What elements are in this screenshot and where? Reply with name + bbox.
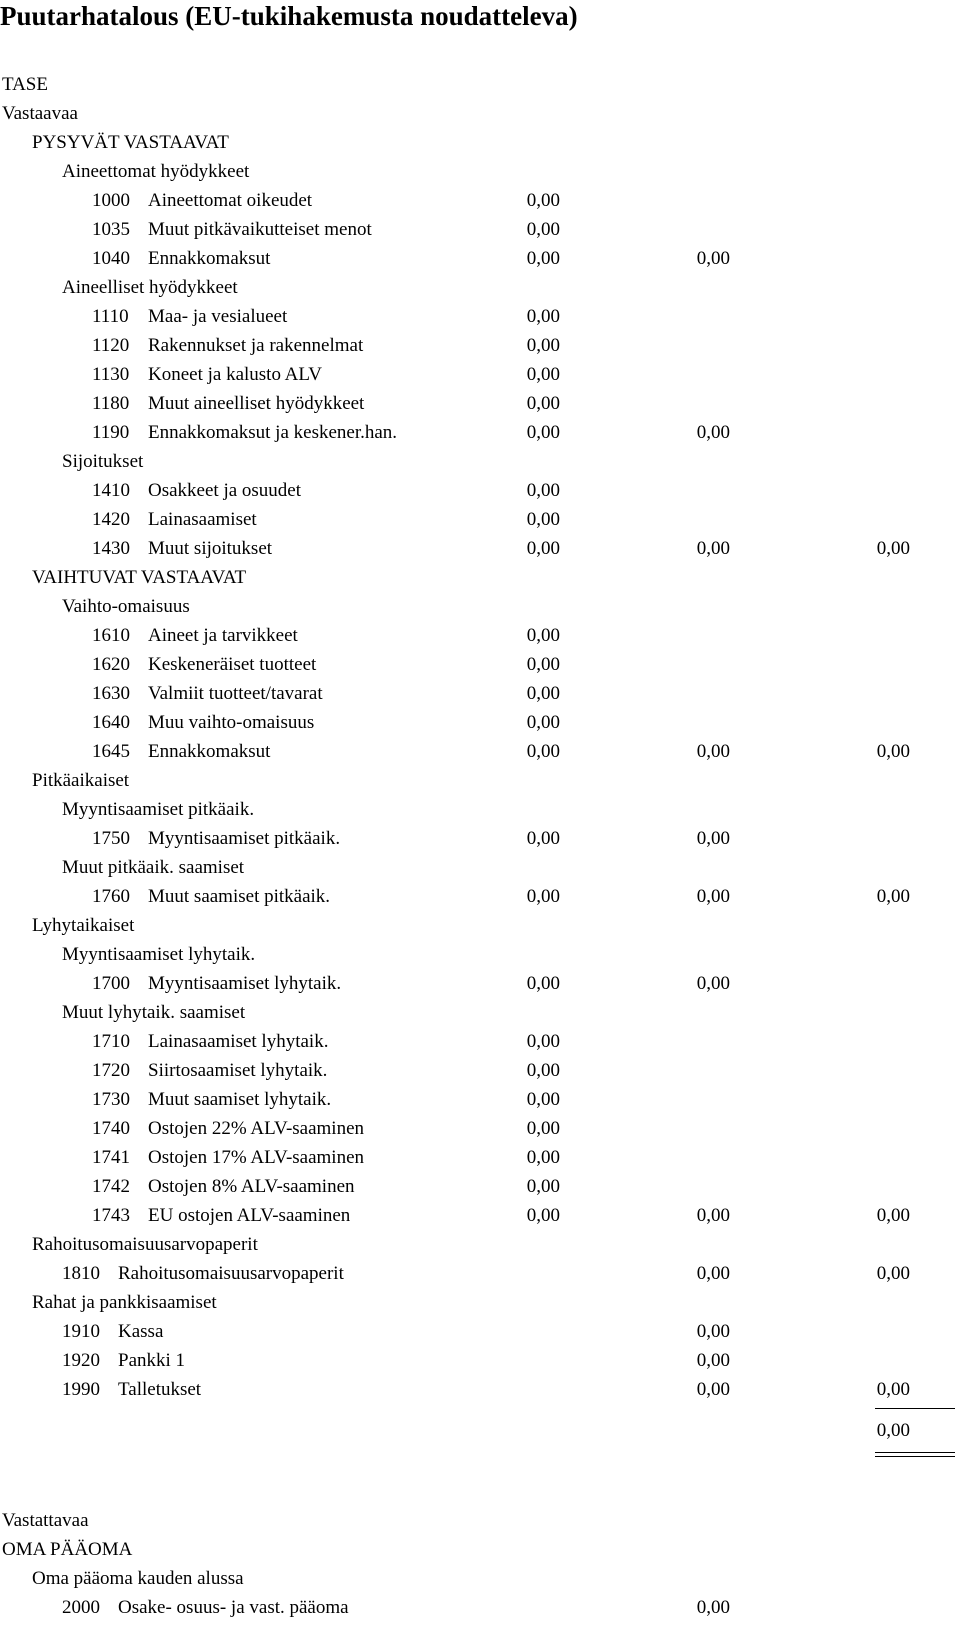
account-code: 1810 xyxy=(62,1263,100,1284)
section-heading-row xyxy=(0,1535,960,1564)
account-code: 1645 xyxy=(92,741,130,762)
total-rule-double-1 xyxy=(875,1452,955,1453)
amount-col-1: 0,00 xyxy=(526,1118,560,1139)
account-name: Ostojen 22% ALV-saaminen xyxy=(148,1118,365,1139)
account-code: 1630 xyxy=(92,683,130,704)
section-heading-row xyxy=(0,128,960,157)
account-name: Ennakkomaksut ja keskener.han. xyxy=(148,422,398,443)
account-name: Ennakkomaksut xyxy=(148,741,271,762)
amount-col-1: 0,00 xyxy=(526,480,560,501)
section-heading-row xyxy=(0,940,960,969)
account-row xyxy=(0,418,960,447)
account-name: Muut saamiset lyhytaik. xyxy=(148,1089,332,1110)
account-code: 1410 xyxy=(92,480,130,501)
account-row xyxy=(0,737,960,766)
account-code: 1920 xyxy=(62,1350,100,1371)
amount-col-1: 0,00 xyxy=(526,1147,560,1168)
account-row xyxy=(0,389,960,418)
section-heading-row xyxy=(0,157,960,186)
amount-col-1: 0,00 xyxy=(526,393,560,414)
section-heading-row xyxy=(0,853,960,882)
account-code: 1000 xyxy=(92,190,130,211)
account-code: 1910 xyxy=(62,1321,100,1342)
amount-col-3: 0,00 xyxy=(876,1263,910,1284)
account-name: Osakkeet ja osuudet xyxy=(148,480,302,501)
account-code: 1190 xyxy=(92,422,130,443)
section-heading: Aineelliset hyödykkeet xyxy=(62,277,238,298)
account-name: Keskeneräiset tuotteet xyxy=(148,654,317,675)
amount-col-2: 0,00 xyxy=(696,1350,730,1371)
account-name: Muut aineelliset hyödykkeet xyxy=(148,393,365,414)
account-name: EU ostojen ALV-saaminen xyxy=(148,1205,351,1226)
account-code: 1742 xyxy=(92,1176,130,1197)
account-name: Lainasaamiset lyhytaik. xyxy=(148,1031,329,1052)
section-heading-row xyxy=(0,1564,960,1593)
section-heading: Lyhytaikaiset xyxy=(32,915,135,936)
account-row xyxy=(0,882,960,911)
account-row xyxy=(0,1027,960,1056)
section-heading-row xyxy=(0,1230,960,1259)
account-code: 1430 xyxy=(92,538,130,559)
account-name: Muut pitkävaikutteiset menot xyxy=(148,219,372,240)
account-code: 1180 xyxy=(92,393,130,414)
amount-col-1: 0,00 xyxy=(526,886,560,907)
account-row xyxy=(0,621,960,650)
section-heading: Muut pitkäaik. saamiset xyxy=(62,857,245,878)
account-code: 1710 xyxy=(92,1031,130,1052)
amount-col-3: 0,00 xyxy=(876,886,910,907)
amount-col-1: 0,00 xyxy=(526,248,560,269)
section-heading: OMA PÄÄOMA xyxy=(2,1539,133,1560)
account-code: 1035 xyxy=(92,219,130,240)
account-row xyxy=(0,1346,960,1375)
account-code: 1730 xyxy=(92,1089,130,1110)
amount-col-2: 0,00 xyxy=(696,1321,730,1342)
amount-col-1: 0,00 xyxy=(526,712,560,733)
account-code: 1110 xyxy=(92,306,129,327)
account-code: 1130 xyxy=(92,364,130,385)
amount-col-3: 0,00 xyxy=(876,1379,910,1400)
amount-col-2: 0,00 xyxy=(696,248,730,269)
account-row xyxy=(0,969,960,998)
section-heading: TASE xyxy=(2,74,48,95)
account-name: Rahoitusomaisuusarvopaperit xyxy=(118,1263,344,1284)
section-heading-row xyxy=(0,70,960,99)
account-name: Myyntisaamiset lyhytaik. xyxy=(148,973,342,994)
account-name: Osake- osuus- ja vast. pääoma xyxy=(118,1597,349,1618)
section-heading: Sijoitukset xyxy=(62,451,144,472)
amount-col-1: 0,00 xyxy=(526,190,560,211)
account-code: 1740 xyxy=(92,1118,130,1139)
amount-col-1: 0,00 xyxy=(526,335,560,356)
account-code: 1720 xyxy=(92,1060,130,1081)
account-name: Valmiit tuotteet/tavarat xyxy=(148,683,323,704)
amount-col-1: 0,00 xyxy=(526,538,560,559)
section-heading-row xyxy=(0,99,960,128)
account-row xyxy=(0,1593,960,1622)
account-code: 1420 xyxy=(92,509,130,530)
account-code: 1743 xyxy=(92,1205,130,1226)
account-code: 2000 xyxy=(62,1597,100,1618)
amount-col-2: 0,00 xyxy=(696,828,730,849)
amount-col-2: 0,00 xyxy=(696,741,730,762)
amount-col-1: 0,00 xyxy=(526,1205,560,1226)
amount-col-1: 0,00 xyxy=(526,509,560,530)
amount-col-1: 0,00 xyxy=(526,364,560,385)
account-row xyxy=(0,505,960,534)
account-code: 1120 xyxy=(92,335,130,356)
amount-col-1: 0,00 xyxy=(526,828,560,849)
section-heading-row xyxy=(0,273,960,302)
section-heading: Rahoitusomaisuusarvopaperit xyxy=(32,1234,258,1255)
account-name: Ostojen 17% ALV-saaminen xyxy=(148,1147,365,1168)
account-row xyxy=(0,1201,960,1230)
account-name: Ennakkomaksut xyxy=(148,248,271,269)
account-row xyxy=(0,1172,960,1201)
account-row xyxy=(0,679,960,708)
account-name: Pankki 1 xyxy=(118,1350,186,1371)
section-heading: Aineettomat hyödykkeet xyxy=(62,161,250,182)
section-heading: Oma pääoma kauden alussa xyxy=(32,1568,244,1589)
section-heading-row xyxy=(0,563,960,592)
account-code: 1741 xyxy=(92,1147,130,1168)
account-code: 1040 xyxy=(92,248,130,269)
account-code: 1760 xyxy=(92,886,130,907)
amount-col-2: 0,00 xyxy=(696,1379,730,1400)
section-heading: Myyntisaamiset lyhytaik. xyxy=(62,944,256,965)
account-row xyxy=(0,302,960,331)
section-heading: Vastaavaa xyxy=(2,103,78,124)
section-heading-row xyxy=(0,592,960,621)
account-code: 1610 xyxy=(92,625,130,646)
section-heading-row xyxy=(0,795,960,824)
amount-col-1: 0,00 xyxy=(526,1031,560,1052)
account-row xyxy=(0,1259,960,1288)
amount-col-1: 0,00 xyxy=(526,1089,560,1110)
section-heading-row xyxy=(0,766,960,795)
amount-col-3: 0,00 xyxy=(876,741,910,762)
account-name: Myyntisaamiset pitkäaik. xyxy=(148,828,341,849)
amount-col-1: 0,00 xyxy=(526,741,560,762)
section-heading: Vaihto-omaisuus xyxy=(62,596,190,617)
account-row xyxy=(0,360,960,389)
section-heading-row xyxy=(0,998,960,1027)
section-heading: Vastattavaa xyxy=(2,1510,89,1531)
amount-col-2: 0,00 xyxy=(696,886,730,907)
account-name: Lainasaamiset xyxy=(148,509,257,530)
amount-col-1: 0,00 xyxy=(526,973,560,994)
account-name: Rakennukset ja rakennelmat xyxy=(148,335,364,356)
section-heading-row xyxy=(0,1506,960,1535)
account-row xyxy=(0,244,960,273)
account-row xyxy=(0,476,960,505)
section-heading: Rahat ja pankkisaamiset xyxy=(32,1292,217,1313)
amount-col-2: 0,00 xyxy=(696,422,730,443)
account-code: 1640 xyxy=(92,712,130,733)
account-name: Talletukset xyxy=(118,1379,202,1400)
amount-col-3: 0,00 xyxy=(876,538,910,559)
account-row xyxy=(0,1114,960,1143)
account-row xyxy=(0,215,960,244)
section-heading-row xyxy=(0,1288,960,1317)
account-row xyxy=(0,1375,960,1404)
amount-col-1: 0,00 xyxy=(526,306,560,327)
section-heading: PYSYVÄT VASTAAVAT xyxy=(32,132,229,153)
total-rule-top xyxy=(875,1408,955,1409)
account-row xyxy=(0,1317,960,1346)
amount-col-1: 0,00 xyxy=(526,1176,560,1197)
account-name: Maa- ja vesialueet xyxy=(148,306,288,327)
amount-col-1: 0,00 xyxy=(526,1060,560,1081)
amount-col-1: 0,00 xyxy=(526,422,560,443)
section-heading-row xyxy=(0,447,960,476)
account-code: 1700 xyxy=(92,973,130,994)
account-row xyxy=(0,186,960,215)
account-name: Ostojen 8% ALV-saaminen xyxy=(148,1176,355,1197)
section-heading-row xyxy=(0,911,960,940)
account-code: 1990 xyxy=(62,1379,100,1400)
amount-col-1: 0,00 xyxy=(526,683,560,704)
amount-col-2: 0,00 xyxy=(696,1597,730,1618)
account-row xyxy=(0,708,960,737)
amount-col-2: 0,00 xyxy=(696,1263,730,1284)
amount-col-2: 0,00 xyxy=(696,973,730,994)
account-name: Koneet ja kalusto ALV xyxy=(148,364,322,385)
account-name: Siirtosaamiset lyhytaik. xyxy=(148,1060,328,1081)
account-name: Muut sijoitukset xyxy=(148,538,273,559)
section-heading-row xyxy=(0,1416,960,1445)
amount-col-2: 0,00 xyxy=(696,1205,730,1226)
account-name: Aineettomat oikeudet xyxy=(148,190,313,211)
account-name: Muut saamiset pitkäaik. xyxy=(148,886,331,907)
account-row xyxy=(0,824,960,853)
account-name: Aineet ja tarvikkeet xyxy=(148,625,298,646)
page-title: Puutarhatalous (EU-tukihakemusta noudatteleva) xyxy=(0,1,578,31)
amount-col-3: 0,00 xyxy=(876,1420,910,1441)
amount-col-2: 0,00 xyxy=(696,538,730,559)
account-code: 1620 xyxy=(92,654,130,675)
amount-col-1: 0,00 xyxy=(526,625,560,646)
account-row xyxy=(0,650,960,679)
account-name: Muu vaihto-omaisuus xyxy=(148,712,315,733)
account-code: 1750 xyxy=(92,828,130,849)
account-row xyxy=(0,1056,960,1085)
account-row xyxy=(0,1143,960,1172)
amount-col-1: 0,00 xyxy=(526,654,560,675)
total-rule-double-2 xyxy=(875,1456,955,1457)
account-row xyxy=(0,534,960,563)
amount-col-3: 0,00 xyxy=(876,1205,910,1226)
account-name: Kassa xyxy=(118,1321,164,1342)
section-heading: VAIHTUVAT VASTAAVAT xyxy=(32,567,247,588)
account-row xyxy=(0,331,960,360)
account-row xyxy=(0,1085,960,1114)
section-heading: Muut lyhytaik. saamiset xyxy=(62,1002,246,1023)
section-heading: Myyntisaamiset pitkäaik. xyxy=(62,799,255,820)
amount-col-1: 0,00 xyxy=(526,219,560,240)
section-heading: Pitkäaikaiset xyxy=(32,770,130,791)
